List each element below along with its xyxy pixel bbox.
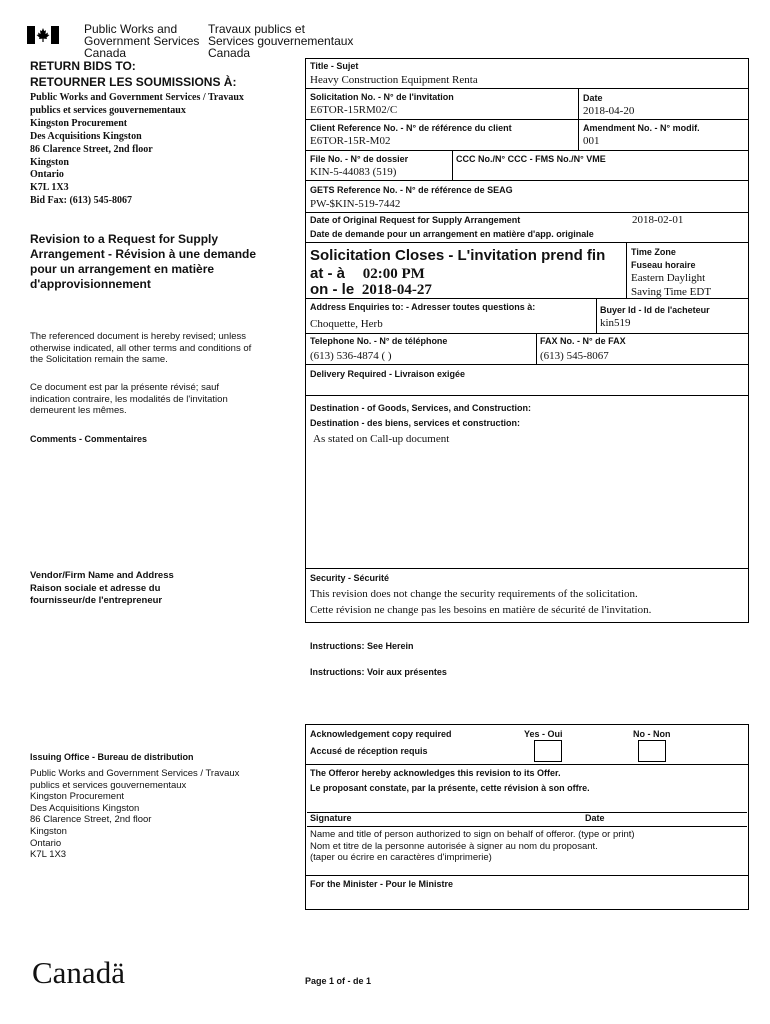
gets-reference-label: GETS Reference No. - N° de référence de SEAG bbox=[310, 185, 513, 195]
dept-fr-line: Travaux publics et bbox=[208, 22, 305, 36]
yes-label: Yes - Oui bbox=[524, 729, 563, 739]
closes-on-date: 2018-04-27 bbox=[361, 282, 432, 298]
title-value: Heavy Construction Equipment Renta bbox=[310, 74, 478, 86]
instructions-en: Instructions: See Herein bbox=[310, 641, 414, 651]
client-reference-value: E6TOR-15R-M02 bbox=[310, 135, 391, 147]
file-no-value: KIN-5-44083 (519) bbox=[310, 166, 397, 178]
enquiries-label: Address Enquiries to: - Adresser toutes questions à: bbox=[310, 302, 536, 312]
address-line: 86 Clarence Street, 2nd floor bbox=[30, 814, 152, 826]
original-request-date-label-fr: Date de demande pour un arrangement en matière d'app. originale bbox=[310, 229, 594, 239]
signature-label: Signature bbox=[310, 813, 352, 823]
revision-text-line: otherwise indicated, all other terms and conditions of bbox=[30, 342, 252, 354]
buyer-id-value: kin519 bbox=[600, 317, 631, 329]
revision-title-line: Revision to a Request for Supply bbox=[30, 232, 219, 246]
canada-flag-icon bbox=[27, 26, 59, 44]
instructions-fr: Instructions: Voir aux présentes bbox=[310, 667, 447, 677]
revision-title-line: Arrangement - Révision à une demande bbox=[30, 247, 257, 261]
revision-text-line: The referenced document is hereby revised; unless bbox=[30, 331, 246, 342]
address-line: 86 Clarence Street, 2nd floor bbox=[30, 143, 153, 155]
closes-at-label: at - à bbox=[310, 265, 346, 282]
buyer-id-label: Buyer Id - Id de l'acheteur bbox=[600, 305, 710, 315]
offeror-acknowledgement-fr: Le proposant constate, par la présente, cette révision à son offre. bbox=[310, 783, 590, 793]
original-request-date-value: 2018-02-01 bbox=[632, 214, 684, 226]
address-line: K7L 1X3 bbox=[30, 849, 67, 861]
return-bids-address bbox=[30, 92, 244, 208]
client-reference-label: Client Reference No. - N° de référence du client bbox=[310, 123, 512, 133]
canada-wordmark-logo: Canadä bbox=[32, 955, 125, 990]
date-label: Date bbox=[583, 93, 603, 103]
ccc-no-label: CCC No./N° CCC - FMS No./N° VME bbox=[456, 154, 606, 164]
dept-fr-line: Services gouvernementaux bbox=[208, 34, 354, 48]
address-line: publics et services gouvernementaux bbox=[30, 779, 187, 791]
original-request-date-label: Date of Original Request for Supply Arrangement bbox=[310, 215, 521, 225]
closes-at-time: 02:00 PM bbox=[362, 266, 425, 282]
address-line: K7L 1X3 bbox=[30, 182, 69, 194]
vendor-label bbox=[30, 570, 174, 608]
no-checkbox[interactable] bbox=[638, 740, 666, 762]
fuseau-horaire-label: Fuseau horaire bbox=[631, 260, 696, 270]
revision-text-line: Ce document est par la présente révisé; sauf bbox=[30, 382, 220, 393]
telephone-value: (613) 536-4874 ( ) bbox=[310, 350, 392, 362]
solicitation-closes-label: Solicitation Closes - L'invitation prend fin bbox=[310, 247, 606, 264]
amendment-no-value: 001 bbox=[583, 135, 600, 147]
vendor-label-line: Raison sociale et adresse du bbox=[30, 582, 161, 594]
address-line: Public Works and Government Services / Travaux bbox=[30, 768, 240, 779]
title-label: Title - Sujet bbox=[310, 61, 359, 71]
revision-title-line: pour un arrangement en matière bbox=[30, 262, 215, 276]
address-line: Kingston bbox=[30, 156, 69, 168]
department-name-fr bbox=[208, 23, 353, 59]
minister-label: For the Minister - Pour le Ministre bbox=[310, 879, 454, 889]
security-text-en: This revision does not change the security requirements of the solicitation. bbox=[310, 588, 638, 600]
date-value: 2018-04-20 bbox=[583, 105, 635, 117]
closes-on-label: on - le bbox=[310, 281, 355, 298]
revision-title bbox=[30, 232, 256, 292]
file-no-label: File No. - N° de dossier bbox=[310, 154, 409, 164]
time-zone-label: Time Zone bbox=[631, 247, 676, 257]
revision-text-line: indication contraire, les modalités de l'invitation bbox=[30, 393, 228, 405]
issuing-office-title: Issuing Office - Bureau de distribution bbox=[30, 752, 194, 762]
revision-title-line: d'approvisionnement bbox=[30, 277, 151, 291]
destination-label-en: Destination - of Goods, Services, and Construction: bbox=[310, 403, 532, 413]
address-line: Kingston Procurement bbox=[30, 791, 124, 803]
department-name-en bbox=[84, 23, 199, 59]
security-text-fr: Cette révision ne change pas les besoins en matière de sécurité de l'invitation. bbox=[310, 604, 652, 616]
address-line: Des Acquisitions Kingston bbox=[30, 130, 142, 142]
yes-checkbox[interactable] bbox=[534, 740, 562, 762]
dept-en-line: Canada bbox=[84, 46, 127, 60]
revision-text-line: the Solicitation remain the same. bbox=[30, 354, 168, 365]
dept-en-line: Government Services bbox=[84, 34, 200, 48]
signer-instruction-line: Name and title of person authorized to sign on behalf of offeror. (type or print) bbox=[310, 829, 635, 840]
address-line: publics et services gouvernementaux bbox=[30, 104, 186, 116]
fax-label: FAX No. - N° de FAX bbox=[540, 336, 626, 346]
enquiries-value: Choquette, Herb bbox=[310, 318, 383, 330]
solicitation-no-label: Solicitation No. - N° de l'invitation bbox=[310, 92, 454, 102]
address-line: Ontario bbox=[30, 169, 64, 181]
return-bids-title-en: RETURN BIDS TO: bbox=[30, 59, 136, 73]
signer-instruction-line: (taper ou écrire en caractères d'imprimerie) bbox=[310, 852, 492, 863]
revision-text-fr bbox=[30, 382, 228, 417]
dept-en-line: Public Works and bbox=[84, 22, 178, 36]
address-line: Des Acquisitions Kingston bbox=[30, 802, 140, 814]
amendment-no-label: Amendment No. - N° modif. bbox=[583, 123, 700, 133]
comments-label: Comments - Commentaires bbox=[30, 434, 148, 444]
delivery-required-label: Delivery Required - Livraison exigée bbox=[310, 369, 466, 379]
revision-text-en bbox=[30, 331, 251, 366]
acknowledgement-label-fr: Accusé de réception requis bbox=[310, 746, 428, 756]
closes-on-row bbox=[310, 281, 432, 299]
no-label: No - Non bbox=[633, 729, 671, 739]
signer-instruction-line: Nom et titre de la personne autorisée à signer au nom du proposant. bbox=[310, 840, 598, 852]
signer-name-instructions bbox=[310, 829, 635, 864]
destination-label-fr: Destination - des biens, services et construction: bbox=[310, 418, 521, 428]
revision-text-line: demeurent les mêmes. bbox=[30, 405, 127, 416]
bid-fax-line: Bid Fax: (613) 545-8067 bbox=[30, 195, 132, 207]
time-zone-value: Eastern Daylight bbox=[631, 272, 706, 284]
offeror-acknowledgement-en: The Offeror hereby acknowledges this revision to its Offer. bbox=[310, 768, 561, 778]
vendor-label-line: fournisseur/de l'entrepreneur bbox=[30, 595, 163, 606]
time-zone-value-2: Saving Time EDT bbox=[631, 286, 712, 298]
return-bids-title bbox=[30, 59, 136, 73]
address-line: Kingston Procurement bbox=[30, 117, 128, 129]
destination-value: As stated on Call-up document bbox=[313, 433, 450, 445]
vendor-label-line: Vendor/Firm Name and Address bbox=[30, 570, 174, 581]
security-label: Security - Sécurité bbox=[310, 573, 390, 583]
solicitation-no-value: E6TOR-15RM02/C bbox=[310, 104, 398, 116]
page-number: Page 1 of - de 1 bbox=[305, 976, 372, 986]
fax-value: (613) 545-8067 bbox=[540, 350, 609, 362]
issuing-office-address bbox=[30, 768, 239, 861]
acknowledgement-label: Acknowledgement copy required bbox=[310, 729, 452, 739]
signature-date-label: Date bbox=[585, 813, 605, 823]
address-line: Public Works and Government Services / Travaux bbox=[30, 92, 244, 103]
gets-reference-value: PW-$KIN-519-7442 bbox=[310, 198, 401, 210]
address-line: Kingston bbox=[30, 825, 67, 837]
address-line: Ontario bbox=[30, 837, 62, 849]
dept-fr-line: Canada bbox=[208, 46, 251, 60]
return-bids-title-fr: RETOURNER LES SOUMISSIONS À: bbox=[30, 75, 237, 89]
telephone-label: Telephone No. - N° de téléphone bbox=[310, 336, 448, 346]
